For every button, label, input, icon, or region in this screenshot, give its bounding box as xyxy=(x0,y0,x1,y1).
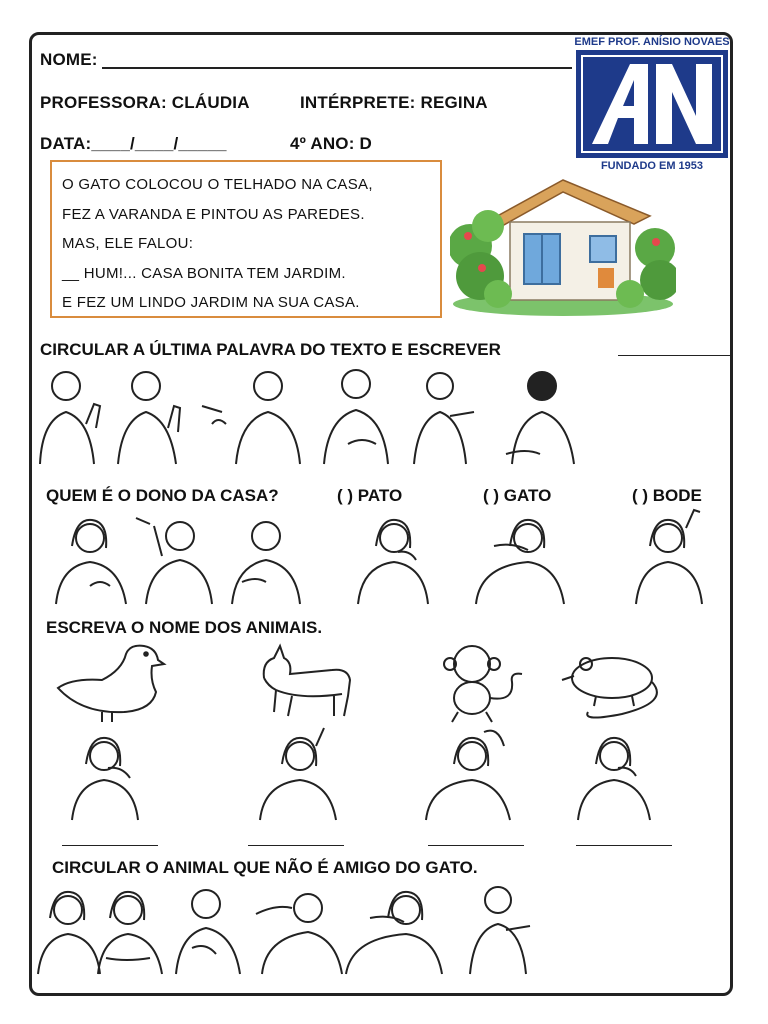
sign-language-figures-row-2 xyxy=(46,506,716,606)
teacher-label: PROFESSORA: CLÁUDIA xyxy=(40,93,250,112)
story-line: __ HUM!... CASA BONITA TEM JARDIM. xyxy=(62,264,346,282)
owner-question: QUEM É O DONO DA CASA? xyxy=(46,486,279,505)
animals-title: ESCREVA O NOME DOS ANIMAIS. xyxy=(46,618,323,637)
school-logo xyxy=(573,36,731,178)
story-line: FEZ A VARANDA E PINTOU AS PAREDES. xyxy=(62,205,365,223)
date-label: DATA:____/____/_____ xyxy=(40,134,227,153)
option-bode[interactable]: ( ) BODE xyxy=(632,486,702,505)
answer-line-4[interactable] xyxy=(576,845,672,846)
answer-line-3[interactable] xyxy=(428,845,524,846)
section1-title: CIRCULAR A ÚLTIMA PALAVRA DO TEXTO E ESCREVER xyxy=(40,340,501,359)
story-line: E FEZ UM LINDO JARDIM NA SUA CASA. xyxy=(62,294,360,311)
friend-question: CIRCULAR O ANIMAL QUE NÃO É AMIGO DO GATO. xyxy=(52,858,478,877)
option-gato[interactable]: ( ) GATO xyxy=(483,486,552,505)
animal-pictures-row xyxy=(52,640,672,726)
sign-language-figures-row-3 xyxy=(36,878,556,978)
answer-line-2[interactable] xyxy=(248,845,344,846)
answer-line-1[interactable] xyxy=(62,845,158,846)
name-line xyxy=(102,67,572,69)
name-label: NOME: xyxy=(40,50,98,69)
story-box xyxy=(50,160,442,318)
founded-text: FUNDADO EM 1953 xyxy=(600,160,704,172)
school-name: EMEF PROF. ANÍSIO NOVAES xyxy=(574,36,730,48)
interpreter-label: INTÉRPRETE: REGINA xyxy=(300,93,488,112)
sign-language-figures-row-1 xyxy=(36,364,596,470)
story-line: O GATO COLOCOU O TELHADO NA CASA, xyxy=(62,176,373,193)
logo-emblem xyxy=(576,50,728,158)
animal-sign-figures-row xyxy=(64,724,664,824)
option-pato[interactable]: ( ) PATO xyxy=(337,486,403,505)
grade-label: 4º ANO: D xyxy=(290,134,372,153)
answer-line xyxy=(618,355,730,356)
house-illustration xyxy=(450,176,676,316)
story-line: MAS, ELE FALOU: xyxy=(62,235,194,252)
